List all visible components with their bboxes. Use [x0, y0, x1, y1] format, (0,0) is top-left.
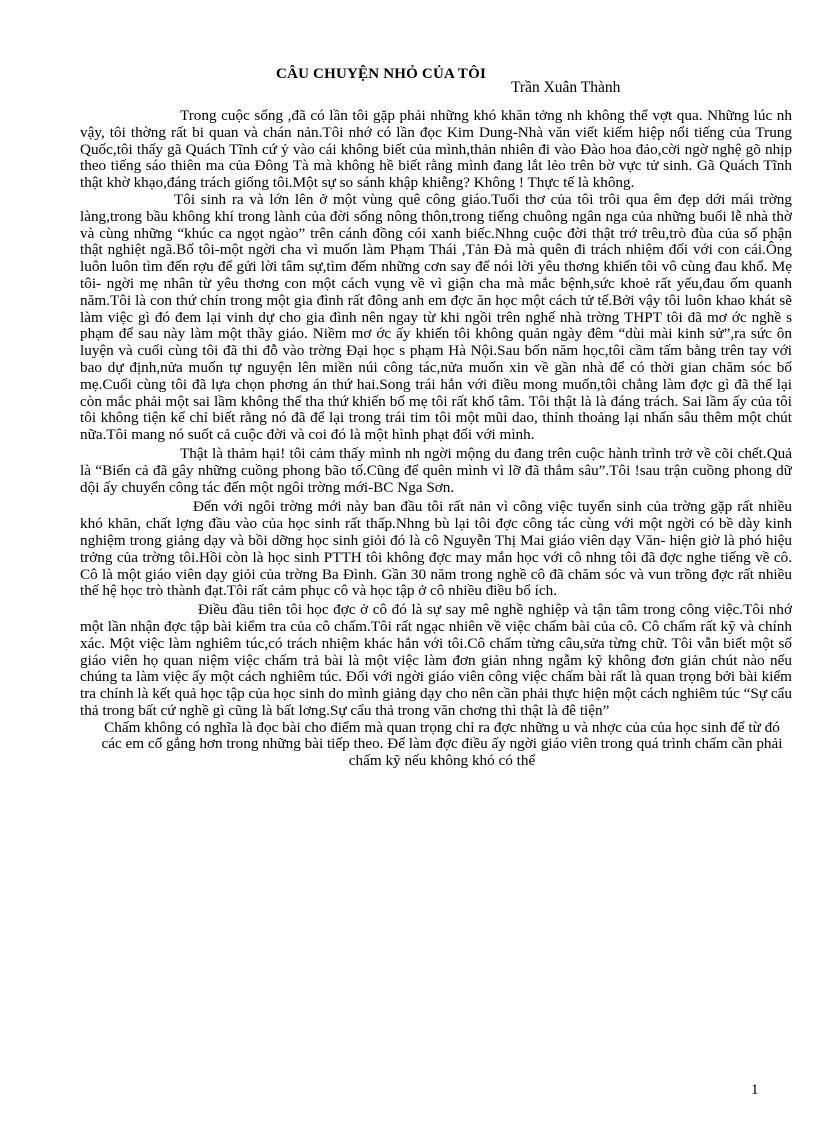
paragraph: Tôi sinh ra và lớn lên ở một vùng quê công giáo.Tuổi thơ của tôi trôi qua êm đẹp dới mái trờng làng,trong bầu không khí trong lành của đời sống nông thôn,trong tiếng chuông ngân nga của những buổi lễ nhà thờ và cùng những “khúc ca ngọt ngào” trên cánh đồng cói xanh biếc.Nhng cuộc đời thật trớ trêu,trò đùa của số phận thật nghiệt ngã.Bố tôi-một ngời cha vì muốn làm Phạm Thái ,Tản Đà mà quên đi trách nhiệm đối với con cái.Ông luôn luôn tìm đến rợu để gửi lời tâm sự,tìm đếm những cơn say để nói lời yêu thơng khiến tôi vô cùng đau khổ. Mẹ tôi- ngời mẹ nhân từ yêu thơng con một cách vụng về vì giận cha mà mắc bệnh,sức khoẻ rất yếu,đau ốm quanh năm.Tôi là con thứ chín trong một gia đình rất đông anh em đợc ăn học một cách tử tế.Bởi vậy tôi luôn khao khát sẽ làm việc gì đó đem lại vinh dự cho gia đình nên ngay từ khi ngồi trên nghế nhà trờng THPT tôi đã mơ ớc nghề s phạm để sau này làm một thầy giáo. Niềm mơ ớc ấy khiến tôi không quản ngày đêm “dùi mài kinh sử”,ra sức ôn luyện và cuối cùng tôi đã thi đỗ vào trờng Đại học s phạm Hà Nội.Sau bốn năm học,tôi cầm tấm bằng trên tay với bao dự định,nửa muốn tự nguyện lên miền núi công tác,nửa muốn xin về gần nhà để có thời gian chăm sóc bố mẹ.Cuối cùng tôi đã lựa chọn phơng án thứ hai.Song trái hẳn với điều mong muốn,tôi chẳng làm đợc gì đã thế lại còn mắc phải một sai lầm không thể tha thứ khiến bố mẹ tôi rất khổ tâm. Tôi thật là là đáng trách. Sai lầm ấy của tôi tôi không tiện kể chỉ biết rằng nó đã để lại trong trái tim tôi một mũi dao, thỉnh thoảng lại nhấn sâu thêm một chút nữa.Tôi mang nó suốt cả cuộc đời và coi đó là một hình phạt đối với mình. [80, 190, 792, 444]
paragraph: Điều đầu tiên tôi học đợc ở cô đó là sự say mê nghề nghiệp và tận tâm trong công việc.Tôi nhớ một lần nhận đợc tập bài kiểm tra của cô chấm.Tôi rất ngạc nhiên về việc chấm bài của cô. Cô chấm rất kỹ và chính xác. Một việc làm nghiêm túc,có trách nhiệm khác hẳn với tôi.Cô chấm từng câu,sửa từng chữ. Tôi vẫn biết một số giáo viên họ quan niệm việc chấm trả bài là một việc làm đơn giản nhng ngẫm kỹ không đơn giản chút nào nếu chúng ta làm việc ấy một cách nghiêm túc. Đối với ngời giáo viên công việc chấm bài rất là quan trọng bởi bài kiểm tra chính là kết quả học tập của học sinh do mình giảng dạy cho nên cần phải thực hiện một cách nghiêm túc “Sự cẩu thả trong bất cứ nghề gì cũng là bất lơng.Sự cẩu thả trong văn chơng thì thật là đê tiện” [80, 601, 792, 719]
author-name: Trần Xuân Thành [511, 79, 621, 96]
document-body [80, 108, 792, 1108]
page-number: 1 [751, 1082, 759, 1098]
paragraph: Đến với ngôi trờng mới này ban đầu tôi rất nản vì công việc tuyển sinh của trờng gặp rất nhiều khó khăn, chất lợng đầu vào của học sinh rất thấp.Nhng bù lại tôi đợc công tác cùng với một ngời có bề dày kinh nghiệm trong giảng dạy và bồi dỡng học sinh giỏi đó là cô Nguyễn Thị Mai giáo viên dạy Văn- hiện giờ là phó hiệu trởng của trờng tôi.Hồi còn là học sinh PTTH tôi không đợc may mắn học với cô nhng tôi đã đợc nghe tiếng về cô. Cô là một giáo viên dạy giỏi của trờng Ba Đình. Gần 30 năm trong nghề cô đã chăm sóc và vun trồng đợc rất nhiều thế hệ học trò thành đạt.Tôi rất cảm phục cô và học tập ở cô nhiều điều bổ ích. [80, 498, 792, 600]
paragraph: Trong cuộc sống ,đã có lần tôi gặp phải những khó khăn tởng nh không thể vợt qua. Những lúc nh vậy, tôi thờng rất bi quan và chán nản.Tôi nhớ có lần đọc Kim Dung-Nhà văn viết kiếm hiệp nổi tiếng của Trung Quốc,tôi thấy gã Quách Tĩnh cứ ỷ vào cái không biết của mình,thản nhiên đi vào Đào hoa đảo,cời ngờ nghệ gõ nhịp theo tiếng sáo thiên ma của Đông Tà mà không hề biết rằng mình đang lắt lẻo trên bờ vực tử sinh. Gã Quách Tĩnh thật khờ khạo,đáng trách giống tôi.Một sự so sánh khập khiễng? Không ! Thực tế là không. [80, 108, 792, 192]
paragraph: Chấm không có nghĩa là đọc bài cho điểm mà quan trọng chỉ ra đợc những u và nhợc của của học sinh để từ đó các em cố gắng hơn trong những bài tiếp theo. Để làm đợc điều ấy ngời giáo viên trong quá trình chấm cần phải chấm kỹ nếu không khó có thể [101, 718, 783, 770]
paragraph: Thật là thảm hại! tôi cảm thấy mình nh ngời mộng du đang trên cuộc hành trình trở về cõi chết.Quả là “Biển cả đã gây những cuồng phong bão tố.Cũng để quên mình vì lỡ đã thẳm sâu”.Tôi !sau trận cuồng phong dữ dội ấy chuyển công tác đến một ngôi trờng mới-BC Nga Sơn. [80, 444, 792, 496]
document-title: CÂU CHUYỆN NHỎ CỦA TÔI [276, 66, 486, 82]
